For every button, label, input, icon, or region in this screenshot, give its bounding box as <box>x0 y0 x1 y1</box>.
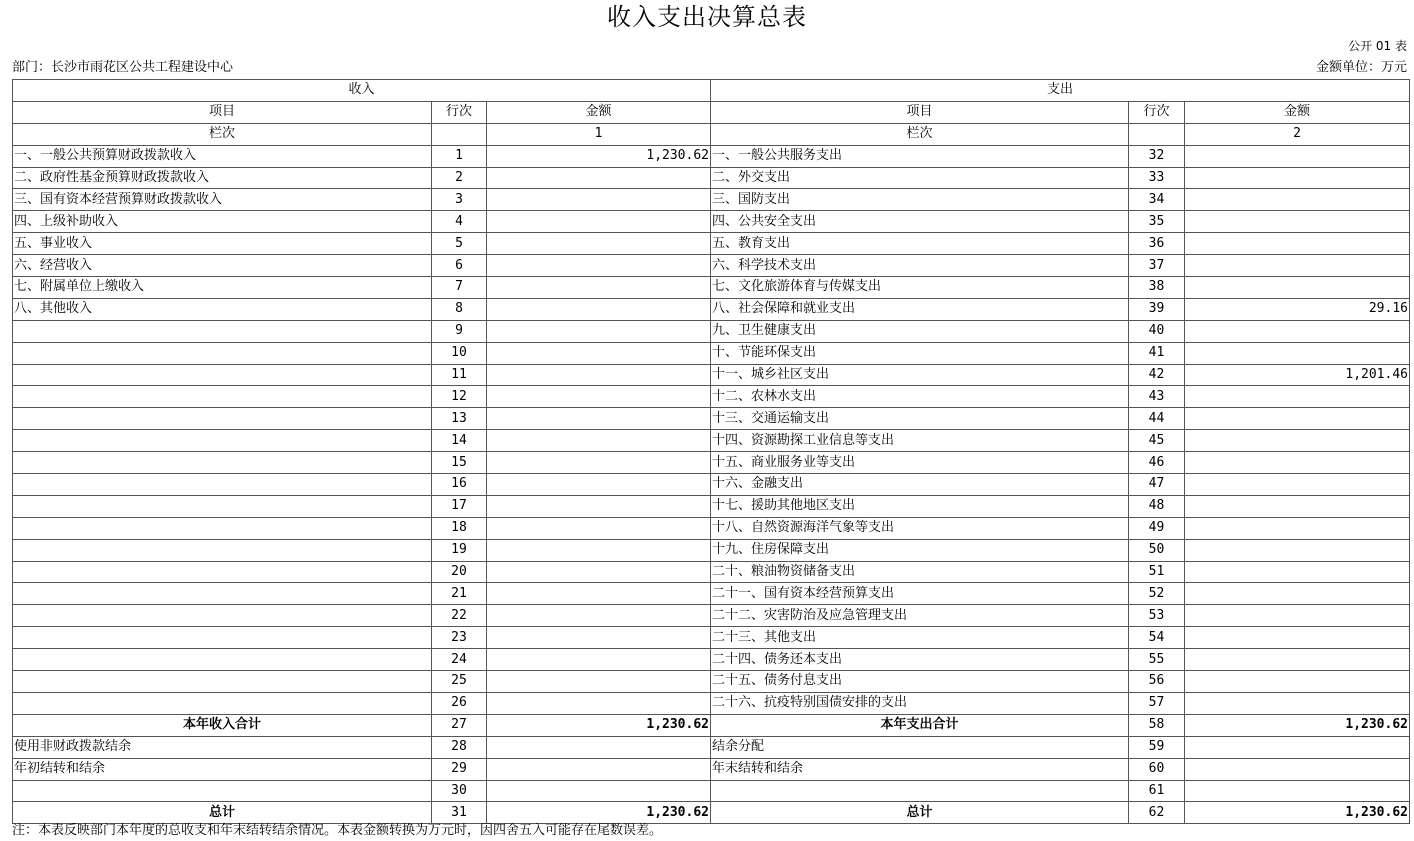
income-item-cell <box>13 452 432 474</box>
income-item-cell: 总计 <box>13 802 432 824</box>
table-row <box>13 211 1410 233</box>
page-title: 收入支出决算总表 <box>607 3 807 31</box>
expense-amount-cell: 1,230.62 <box>1185 802 1410 824</box>
expense-item-cell: 八、社会保障和就业支出 <box>711 298 1129 320</box>
expense-amount-cell <box>1185 627 1410 649</box>
expense-amount-cell <box>1185 167 1410 189</box>
expense-amount-cell <box>1185 671 1410 693</box>
expense-amount-cell <box>1185 605 1410 627</box>
income-item-cell <box>13 627 432 649</box>
table-row <box>13 386 1410 408</box>
income-amount-header: 金额 <box>487 101 711 123</box>
expense-amount-cell <box>1185 561 1410 583</box>
income-row-no-cell: 13 <box>432 408 487 430</box>
income-item-cell <box>13 364 432 386</box>
income-column-no-blank <box>432 123 487 145</box>
expense-amount-cell <box>1185 211 1410 233</box>
income-item-cell: 本年收入合计 <box>13 714 432 736</box>
expense-amount-cell <box>1185 649 1410 671</box>
expense-item-cell: 本年支出合计 <box>711 714 1129 736</box>
income-amount-cell <box>487 342 711 364</box>
table-row <box>13 583 1410 605</box>
income-row-no-cell: 12 <box>432 386 487 408</box>
footnote: 注：本表反映部门本年度的总收支和年末结转结余情况。本表金额转换为万元时，因四舍五入可能存在尾数误差。 <box>12 823 663 838</box>
expense-row-no-cell: 58 <box>1129 714 1185 736</box>
expense-amount-cell <box>1185 517 1410 539</box>
income-amount-cell <box>487 233 711 255</box>
income-row-no-cell: 16 <box>432 474 487 496</box>
income-expense-table <box>12 79 1410 824</box>
income-item-cell <box>13 408 432 430</box>
expense-column-no: 2 <box>1185 123 1410 145</box>
table-row <box>13 736 1410 758</box>
income-row-no-cell: 20 <box>432 561 487 583</box>
expense-amount-cell <box>1185 255 1410 277</box>
income-item-cell: 八、其他收入 <box>13 298 432 320</box>
table-row <box>13 780 1410 802</box>
expense-amount-cell <box>1185 692 1410 714</box>
expense-row-no-cell: 56 <box>1129 671 1185 693</box>
table-row <box>13 495 1410 517</box>
table-row <box>13 561 1410 583</box>
income-amount-cell: 1,230.62 <box>487 145 711 167</box>
expense-amount-cell <box>1185 408 1410 430</box>
income-row-no-cell: 4 <box>432 211 487 233</box>
income-row-no-cell: 26 <box>432 692 487 714</box>
expense-item-cell: 六、科学技术支出 <box>711 255 1129 277</box>
income-amount-cell <box>487 692 711 714</box>
expense-amount-cell <box>1185 736 1410 758</box>
income-row-no-cell: 25 <box>432 671 487 693</box>
expense-item-cell: 三、国防支出 <box>711 189 1129 211</box>
table-row <box>13 233 1410 255</box>
expense-item-cell: 十七、援助其他地区支出 <box>711 495 1129 517</box>
form-number: 公开 01 表 <box>1348 39 1407 53</box>
expense-row-no-cell: 57 <box>1129 692 1185 714</box>
table-row <box>13 605 1410 627</box>
income-row-no-cell: 18 <box>432 517 487 539</box>
expense-amount-cell <box>1185 386 1410 408</box>
expense-amount-cell <box>1185 145 1410 167</box>
income-amount-cell <box>487 539 711 561</box>
expense-item-cell: 二十二、灾害防治及应急管理支出 <box>711 605 1129 627</box>
income-item-cell <box>13 386 432 408</box>
income-amount-cell <box>487 277 711 299</box>
expense-item-cell: 总计 <box>711 802 1129 824</box>
income-item-cell <box>13 517 432 539</box>
expense-row-no-cell: 32 <box>1129 145 1185 167</box>
income-item-cell: 使用非财政拨款结余 <box>13 736 432 758</box>
expense-row-no-cell: 47 <box>1129 474 1185 496</box>
table-row <box>13 430 1410 452</box>
expense-row-no-cell: 62 <box>1129 802 1185 824</box>
expense-item-cell: 二十五、债务付息支出 <box>711 671 1129 693</box>
income-item-cell: 四、上级补助收入 <box>13 211 432 233</box>
income-item-cell <box>13 320 432 342</box>
expense-item-cell: 十、节能环保支出 <box>711 342 1129 364</box>
income-item-cell: 五、事业收入 <box>13 233 432 255</box>
income-item-cell <box>13 342 432 364</box>
expense-row-no-cell: 51 <box>1129 561 1185 583</box>
expense-row-no-cell: 33 <box>1129 167 1185 189</box>
expense-amount-cell <box>1185 189 1410 211</box>
income-row-no-cell: 5 <box>432 233 487 255</box>
income-row-no-cell: 7 <box>432 277 487 299</box>
table-body <box>13 80 1410 824</box>
expense-column-no-label: 栏次 <box>711 123 1129 145</box>
table-row <box>13 671 1410 693</box>
income-item-cell <box>13 692 432 714</box>
expense-amount-cell <box>1185 430 1410 452</box>
expense-item-cell: 二十、粮油物资储备支出 <box>711 561 1129 583</box>
expense-row-no-cell: 39 <box>1129 298 1185 320</box>
income-column-no-label: 栏次 <box>13 123 432 145</box>
expense-item-cell <box>711 780 1129 802</box>
income-row-no-cell: 29 <box>432 758 487 780</box>
income-row-no-cell: 19 <box>432 539 487 561</box>
expense-item-cell: 十八、自然资源海洋气象等支出 <box>711 517 1129 539</box>
income-amount-cell <box>487 430 711 452</box>
table-row <box>13 692 1410 714</box>
unit-label: 金额单位：万元 <box>1315 60 1407 75</box>
expense-item-cell: 十二、农林水支出 <box>711 386 1129 408</box>
income-row-no-cell: 17 <box>432 495 487 517</box>
expense-row-no-cell: 60 <box>1129 758 1185 780</box>
expense-item-cell: 十六、金融支出 <box>711 474 1129 496</box>
expense-row-no-cell: 53 <box>1129 605 1185 627</box>
income-amount-cell <box>487 408 711 430</box>
expense-section-header: 支出 <box>711 80 1410 102</box>
income-item-cell: 六、经营收入 <box>13 255 432 277</box>
table-row <box>13 802 1410 824</box>
table-row <box>13 320 1410 342</box>
income-row-no-cell: 21 <box>432 583 487 605</box>
income-amount-cell: 1,230.62 <box>487 802 711 824</box>
expense-row-no-cell: 48 <box>1129 495 1185 517</box>
table-row <box>13 364 1410 386</box>
income-item-cell: 年初结转和结余 <box>13 758 432 780</box>
income-item-cell <box>13 780 432 802</box>
expense-row-no-cell: 61 <box>1129 780 1185 802</box>
income-row-no-cell: 22 <box>432 605 487 627</box>
expense-item-cell: 二、外交支出 <box>711 167 1129 189</box>
income-amount-cell <box>487 364 711 386</box>
expense-amount-cell <box>1185 233 1410 255</box>
expense-item-cell: 十四、资源勘探工业信息等支出 <box>711 430 1129 452</box>
expense-amount-cell <box>1185 320 1410 342</box>
expense-row-no-cell: 45 <box>1129 430 1185 452</box>
income-amount-cell <box>487 255 711 277</box>
income-amount-cell <box>487 627 711 649</box>
expense-item-cell: 二十三、其他支出 <box>711 627 1129 649</box>
expense-row-no-cell: 38 <box>1129 277 1185 299</box>
income-item-cell <box>13 474 432 496</box>
expense-row-no-cell: 41 <box>1129 342 1185 364</box>
expense-amount-cell <box>1185 474 1410 496</box>
table-row <box>13 408 1410 430</box>
expense-item-cell: 十五、商业服务业等支出 <box>711 452 1129 474</box>
income-amount-cell: 1,230.62 <box>487 714 711 736</box>
income-amount-cell <box>487 298 711 320</box>
income-amount-cell <box>487 649 711 671</box>
column-number-row <box>13 123 1410 145</box>
department-label: 部门：长沙市雨花区公共工程建设中心 <box>12 60 234 75</box>
table-row <box>13 277 1410 299</box>
income-amount-cell <box>487 320 711 342</box>
income-amount-cell <box>487 167 711 189</box>
expense-row-no-cell: 55 <box>1129 649 1185 671</box>
expense-row-no-cell: 54 <box>1129 627 1185 649</box>
income-section-header: 收入 <box>13 80 711 102</box>
expense-amount-cell <box>1185 539 1410 561</box>
income-amount-cell <box>487 561 711 583</box>
expense-row-no-cell: 46 <box>1129 452 1185 474</box>
income-item-cell <box>13 605 432 627</box>
table-row <box>13 474 1410 496</box>
table-row <box>13 517 1410 539</box>
income-item-cell: 二、政府性基金预算财政拨款收入 <box>13 167 432 189</box>
income-row-no-cell: 9 <box>432 320 487 342</box>
expense-amount-cell: 1,201.46 <box>1185 364 1410 386</box>
income-row-no-cell: 28 <box>432 736 487 758</box>
expense-row-no-cell: 59 <box>1129 736 1185 758</box>
income-row-no-cell: 27 <box>432 714 487 736</box>
income-item-cell <box>13 583 432 605</box>
income-item-cell <box>13 495 432 517</box>
section-header-row <box>13 80 1410 102</box>
expense-amount-cell <box>1185 452 1410 474</box>
income-column-no: 1 <box>487 123 711 145</box>
expense-item-cell: 五、教育支出 <box>711 233 1129 255</box>
expense-item-cell: 十三、交通运输支出 <box>711 408 1129 430</box>
income-row-no-cell: 1 <box>432 145 487 167</box>
expense-item-cell: 九、卫生健康支出 <box>711 320 1129 342</box>
table-row <box>13 189 1410 211</box>
table-row <box>13 167 1410 189</box>
income-amount-cell <box>487 452 711 474</box>
expense-amount-header: 金额 <box>1185 101 1410 123</box>
income-amount-cell <box>487 671 711 693</box>
table-row <box>13 342 1410 364</box>
income-row-no-cell: 15 <box>432 452 487 474</box>
expense-amount-cell <box>1185 758 1410 780</box>
income-item-cell: 一、一般公共预算财政拨款收入 <box>13 145 432 167</box>
income-amount-cell <box>487 211 711 233</box>
income-row-no-cell: 23 <box>432 627 487 649</box>
expense-row-no-cell: 36 <box>1129 233 1185 255</box>
column-header-row <box>13 101 1410 123</box>
expense-row-no-cell: 49 <box>1129 517 1185 539</box>
expense-amount-cell <box>1185 780 1410 802</box>
expense-item-cell: 十九、住房保障支出 <box>711 539 1129 561</box>
income-row-no-cell: 10 <box>432 342 487 364</box>
income-amount-cell <box>487 189 711 211</box>
expense-row-no-cell: 42 <box>1129 364 1185 386</box>
income-row-no-cell: 8 <box>432 298 487 320</box>
expense-row-no-cell: 50 <box>1129 539 1185 561</box>
income-row-no-cell: 31 <box>432 802 487 824</box>
table-row <box>13 452 1410 474</box>
expense-row-no-cell: 44 <box>1129 408 1185 430</box>
expense-row-no-cell: 40 <box>1129 320 1185 342</box>
table-row <box>13 145 1410 167</box>
expense-row-no-header: 行次 <box>1129 101 1185 123</box>
income-row-no-cell: 30 <box>432 780 487 802</box>
expense-row-no-cell: 37 <box>1129 255 1185 277</box>
income-amount-cell <box>487 758 711 780</box>
table-row <box>13 714 1410 736</box>
income-row-no-cell: 6 <box>432 255 487 277</box>
income-item-cell <box>13 561 432 583</box>
expense-row-no-cell: 52 <box>1129 583 1185 605</box>
expense-item-cell: 四、公共安全支出 <box>711 211 1129 233</box>
income-amount-cell <box>487 517 711 539</box>
income-row-no-cell: 11 <box>432 364 487 386</box>
income-amount-cell <box>487 736 711 758</box>
income-row-no-cell: 2 <box>432 167 487 189</box>
table-row <box>13 255 1410 277</box>
expense-item-cell: 结余分配 <box>711 736 1129 758</box>
income-amount-cell <box>487 474 711 496</box>
expense-item-cell: 二十一、国有资本经营预算支出 <box>711 583 1129 605</box>
income-item-header: 项目 <box>13 101 432 123</box>
expense-row-no-cell: 43 <box>1129 386 1185 408</box>
income-amount-cell <box>487 386 711 408</box>
expense-item-cell: 一、一般公共服务支出 <box>711 145 1129 167</box>
table-row <box>13 758 1410 780</box>
income-item-cell <box>13 671 432 693</box>
income-amount-cell <box>487 495 711 517</box>
expense-amount-cell: 29.16 <box>1185 298 1410 320</box>
expense-item-header: 项目 <box>711 101 1129 123</box>
expense-amount-cell: 1,230.62 <box>1185 714 1410 736</box>
table-row <box>13 627 1410 649</box>
income-row-no-cell: 24 <box>432 649 487 671</box>
income-row-no-header: 行次 <box>432 101 487 123</box>
table-row <box>13 298 1410 320</box>
income-item-cell: 七、附属单位上缴收入 <box>13 277 432 299</box>
income-amount-cell <box>487 780 711 802</box>
expense-item-cell: 年末结转和结余 <box>711 758 1129 780</box>
expense-amount-cell <box>1185 277 1410 299</box>
expense-item-cell: 二十四、债务还本支出 <box>711 649 1129 671</box>
income-amount-cell <box>487 605 711 627</box>
expense-amount-cell <box>1185 342 1410 364</box>
expense-amount-cell <box>1185 495 1410 517</box>
table-row <box>13 539 1410 561</box>
income-row-no-cell: 14 <box>432 430 487 452</box>
income-item-cell <box>13 649 432 671</box>
income-item-cell <box>13 539 432 561</box>
expense-row-no-cell: 35 <box>1129 211 1185 233</box>
expense-amount-cell <box>1185 583 1410 605</box>
income-amount-cell <box>487 583 711 605</box>
expense-column-no-blank <box>1129 123 1185 145</box>
expense-item-cell: 二十六、抗疫特别国债安排的支出 <box>711 692 1129 714</box>
expense-item-cell: 十一、城乡社区支出 <box>711 364 1129 386</box>
income-item-cell <box>13 430 432 452</box>
expense-row-no-cell: 34 <box>1129 189 1185 211</box>
table-row <box>13 649 1410 671</box>
income-item-cell: 三、国有资本经营预算财政拨款收入 <box>13 189 432 211</box>
expense-item-cell: 七、文化旅游体育与传媒支出 <box>711 277 1129 299</box>
income-row-no-cell: 3 <box>432 189 487 211</box>
